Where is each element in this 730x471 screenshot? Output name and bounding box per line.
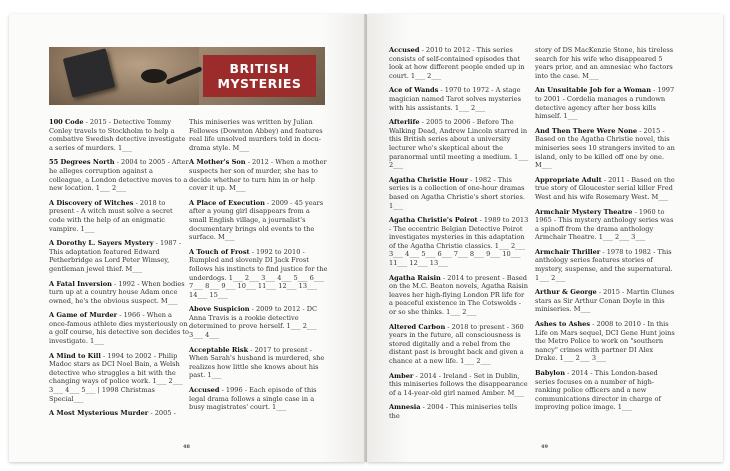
listing-entry: [389, 372, 529, 398]
listing-title: Arthur & George: [535, 288, 597, 297]
listing-entry: [189, 386, 329, 412]
listing-description: - 2005 -: [148, 409, 176, 418]
listing-description: - 2017 to present - When Sarah's husband is murdered, she realizes how little she knows about his past. 1___: [189, 345, 325, 380]
listing-title: Acceptable Risk: [189, 345, 249, 354]
left-page: [9, 14, 365, 462]
listing-description: - 2018 to present - 360 years in the future, all consciousness is stored digitally and a rebel from the distant past is brought back and given a chance at a new life. 1___ 2___: [389, 322, 524, 365]
left-page-number: 48: [183, 444, 190, 450]
listing-entry: [389, 274, 529, 317]
listing-entry: [189, 248, 329, 300]
listing-title: Above Suspicion: [189, 305, 250, 314]
listing-description: - 1960 to 1965 - This mystery anthology series was a spinoff from the drama anthology Armchair Theatre. 1___ 2___ 3___: [535, 207, 674, 242]
listing-description: - 1996 - Each episode of this legal drama follows a single case in a busy magistrates' court. 1___: [189, 386, 317, 412]
listing-entry: [535, 369, 675, 412]
listing-description: - 2014 - Ireland - Set in Dublin, this miniseries follows the disappearance of a 14-year-old girl named Amber. M___: [389, 371, 528, 397]
listing-entry: [389, 403, 529, 420]
listing-description: - 1987 - This adaptation featured Edward Petherbridge as Lord Peter Wimsey, gentleman jewel thief. M___: [49, 239, 182, 273]
listing-description: - 2015 - Based on the Agatha Christie novel, this miniseries sees 10 strangers invited to an island, only to be killed off one by one. M___: [535, 126, 675, 170]
right-page-number: 49: [541, 444, 548, 450]
listing-title: Agatha Raisin: [389, 273, 441, 282]
listing-description: - 2015 - Detective Tommy Conley travels to Stockholm to help a combative Swedish detective investigate a series of murders. 1___: [49, 118, 186, 152]
listing-title: 100 Code: [49, 118, 84, 126]
listing-description: - 2010 to 2012 - This series consists of self-contained episodes that look at how different people ended up in court. 1___ 2___: [389, 46, 525, 80]
listing-entry: [535, 248, 675, 282]
listing-description: - 1982 - This series is a collection of one-hour dramas based on Agatha Christie's short stories. 1___: [389, 175, 525, 210]
listing-title: A Dorothy L. Sayers Mystery: [49, 239, 154, 248]
listing-title: A Discovery of Witches: [49, 198, 134, 207]
listing-entry: [49, 118, 189, 152]
listing-entry: [535, 127, 675, 170]
listing-description: - 2015 - Martin Clunes stars as Sir Arthur Conan Doyle in this miniseries. M___: [535, 288, 675, 314]
listing-title: Ace of Wands: [389, 86, 439, 95]
listing-title: 55 Degrees North: [49, 158, 115, 167]
listing-title: Armchair Thriller: [535, 247, 601, 256]
listing-entry: [49, 280, 189, 306]
listing-entry: [535, 46, 675, 80]
listing-title: Altered Carbon: [389, 322, 446, 331]
listing-title: A Game of Murder: [49, 311, 118, 320]
left-page-column-2: [189, 118, 329, 418]
listing-entry: [189, 305, 329, 339]
listing-entry: [389, 176, 529, 210]
listing-title: A Fatal Inversion: [49, 279, 112, 288]
listing-description: - 2009 - 45 years after a young girl disappears from a small English village, a journalist's documentary brings old events to the surface. M___: [189, 198, 324, 242]
listing-title: A Place of Execution: [189, 198, 265, 207]
listing-entry: [535, 208, 675, 242]
listing-title: Agatha Christie Hour: [389, 175, 469, 184]
right-page: [367, 14, 723, 462]
listing-entry: [189, 199, 329, 242]
listing-title: A Mind to Kill: [49, 351, 101, 360]
listing-entry: [389, 216, 529, 268]
banner-title: [203, 55, 316, 97]
listing-title: Appropriate Adult: [535, 175, 602, 184]
listing-description: - 2011 - Based on the true story of Gloucester serial killer Fred West and his wife Rosemary West. M___: [535, 175, 675, 201]
listing-entry: [49, 409, 189, 418]
listing-entry: [49, 239, 189, 273]
listing-entry: [535, 320, 675, 363]
listing-entry: [49, 352, 189, 404]
listing-description: - 1992 - When bodies turn up at a country house Adam once owned, he's the obvious suspect. M___: [49, 279, 185, 305]
listing-entry: [49, 158, 189, 192]
listing-description: This miniseries was written by Julian Fellowes (Downton Abbey) and features real life unsolved murders told in docu-drama style. M___: [189, 118, 323, 152]
listing-entry: [49, 311, 189, 345]
listing-title: Accused: [189, 386, 220, 395]
listing-description: - 2004 to 2005 - After he alleges corruption against a colleague, a London detective moves to a new location. 1___ 2___: [49, 158, 189, 193]
listing-entry: [389, 86, 529, 112]
listing-description: - 1994 to 2002 - Philip Madoc stars as DCI Noel Bain, a Welsh detective who struggles a bit with the changing ways of police work. 1___ 2___ 3___ 4___ 5___ | 1998 Christmas Special___: [49, 351, 183, 403]
banner-title-line1: BRITISH: [229, 61, 290, 76]
listing-title: Agatha Christie's Poirot: [389, 216, 478, 225]
book-spread: [9, 14, 723, 462]
listing-title: Afterlife: [389, 118, 420, 127]
listing-title: Amber: [389, 371, 414, 380]
listing-entry: [189, 158, 329, 192]
listing-description: - 1978 to 1982 - This anthology series features stories of mystery, suspense, and the supernatural. 1___ 2___: [535, 247, 673, 282]
listing-entry: [535, 86, 675, 120]
listing-entry: [389, 46, 529, 80]
right-page-column-2: [535, 46, 675, 418]
listing-entry: [535, 176, 675, 202]
listing-description: - 2012 - When a mother suspects her son of murder, she has to decide whether to turn him in or help cover it up. M___: [189, 158, 327, 193]
listing-entry: [189, 346, 329, 380]
listing-description: - 1989 to 2013 - The eccentric Belgian Detective Poirot investigates mysteries in this adaptation of the Agatha Christie classics. 1___ 2___ 3___ 4___ 5___ 6___ 7___ 8___ 9___ 10___ 11___ 12___ 13___: [389, 216, 529, 268]
listing-title: A Mother's Son: [189, 158, 246, 167]
listing-description: story of DS MacKenzie Stone, his tireless search for his wife who disappeared 5 years prior, and an amnesiac who factors into the case. M___: [535, 46, 674, 80]
listing-entry: [535, 288, 675, 314]
listing-title: A Most Mysterious Murder: [49, 409, 149, 418]
listing-title: Ashes to Ashes: [535, 320, 591, 329]
banner-title-line2: MYSTERIES: [217, 76, 302, 91]
british-mysteries-banner: [49, 47, 325, 105]
listing-description: - 2005 to 2006 - Before The Walking Dead, Andrew Lincoln starred in this British series about a university lecturer who's skeptical about the paranormal until meeting a medium. 1___ 2___: [389, 118, 529, 170]
left-page-column-1: [49, 118, 189, 424]
listing-description: - 2014 to present - Based on the M.C. Beaton novels, Agatha Raisin leaves her high-flying London PR life for a peaceful existence in The Cotswolds - or so she thinks. 1___ 2___: [389, 273, 528, 317]
listing-description: - 2014 - This London-based series focuses on a number of high-ranking police officers and a new communications director in charge of improving police image. 1___: [535, 369, 661, 412]
listing-description: - 1966 - When a once-famous athlete dies mysteriously on a golf course, his detective son decides to investigate. 1___: [49, 311, 189, 346]
listing-description: - 2018 to present - A witch must solve a secret code with the help of an enigmatic vampire. 1___: [49, 198, 173, 233]
listing-title: Amnesia: [389, 403, 421, 412]
listing-title: An Unsuitable Job for a Woman: [535, 86, 651, 95]
listing-description: - 1970 to 1972 - A stage magician named Tarot solves mysteries with his assistants. 1___ 2___: [389, 86, 521, 112]
listing-entry: [189, 118, 329, 152]
listing-entry: [389, 118, 529, 170]
listing-title: Babylon: [535, 369, 565, 377]
listing-entry: [49, 199, 189, 233]
listing-title: A Touch of Frost: [189, 247, 250, 256]
listing-description: - 2008 to 2010 - In this Life on Mars sequel, DCI Gene Hunt joins the Metro Police to work on "southern nancy" crimes with partner DI Alex Drake. 1___ 2___ 3___: [535, 320, 675, 363]
right-page-column-1: [389, 46, 529, 427]
listing-description: - 2004 - This miniseries tells the: [389, 403, 518, 420]
listing-title: And Then There Were None: [535, 126, 638, 135]
listing-title: Accused: [389, 46, 420, 54]
pipe-bowl-photo: [141, 69, 167, 83]
listing-entry: [389, 323, 529, 366]
listing-description: - 1997 to 2001 - Cordelia manages a rundown detective agency after her boss kills himself. 1___: [535, 86, 675, 121]
listing-title: Armchair Mystery Theatre: [535, 207, 633, 216]
listing-description: - 1992 to 2010 - Rumpled and slovenly DI Jack Frost follows his instincts to find justice for the underdogs. 1___ 2___ 3___ 4___ 5___ 6___ 7___ 8___ 9___ 10___ 11___ 12___ 13___ 14___ 15___: [189, 247, 328, 299]
listing-description: - 2009 to 2012 - DC Anna Travis is a rookie detective determined to prove herself. 1___ 2___ 3___ 4___: [189, 305, 318, 340]
